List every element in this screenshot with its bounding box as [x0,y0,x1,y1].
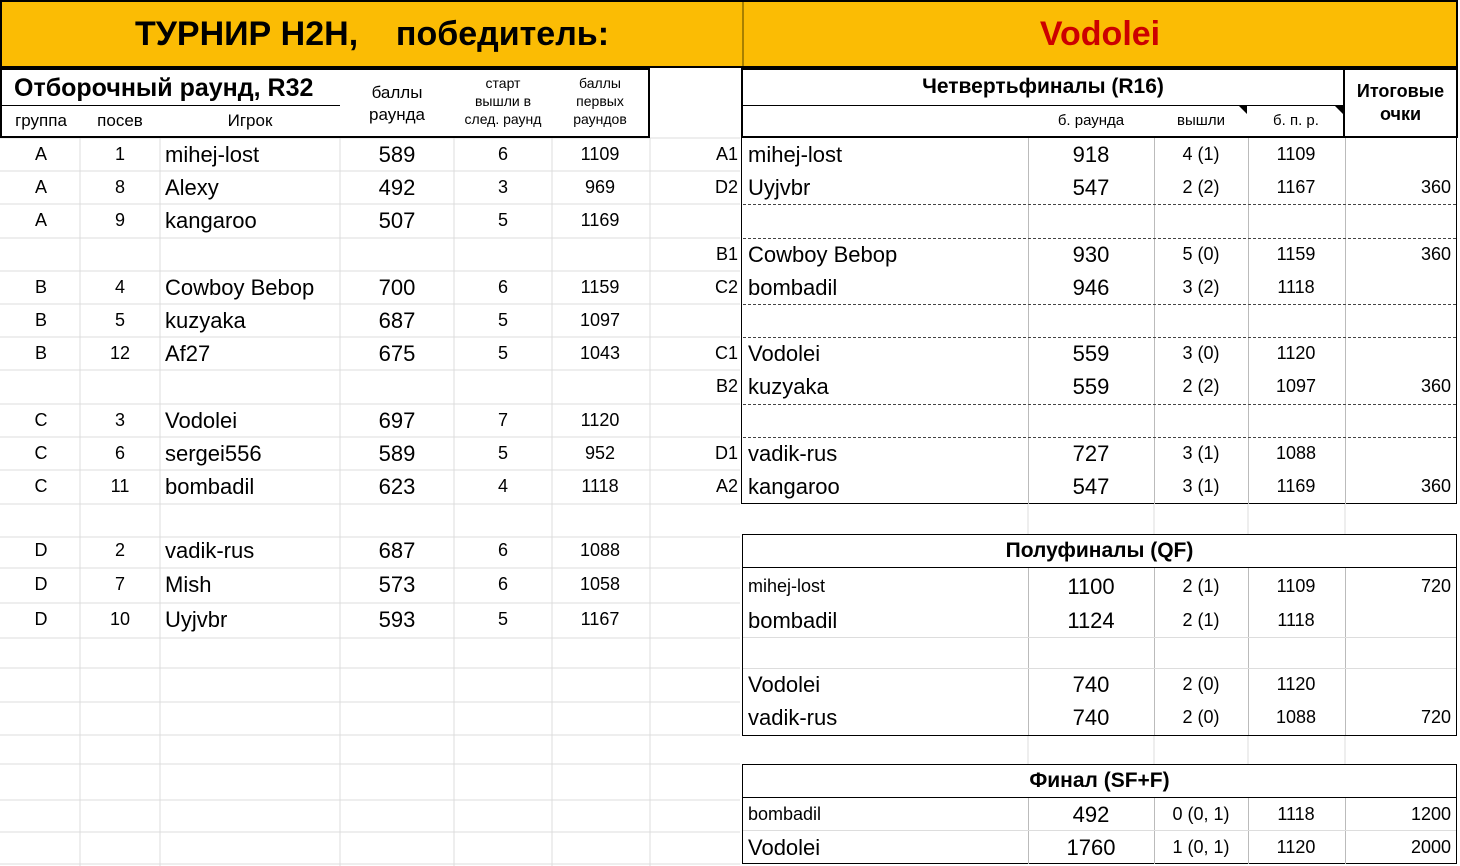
semifinals-title-rule [742,567,1457,568]
final-points: 720 [1420,707,1451,727]
first-round-points: 1118 [581,476,619,496]
round-points: 918 [1072,142,1110,167]
first-round-points: 969 [584,177,616,197]
advanced-count: 2 (2) [1182,177,1220,197]
first-round-points [552,370,648,403]
sf-pair-separator [743,637,1456,638]
player-name: kangaroo [748,474,840,499]
qualifying-header-rule [0,105,340,106]
player-name: Af27 [165,341,211,366]
player-name: mihej-lost [748,142,843,167]
seed-cell: 6 [114,443,125,463]
round-points: 946 [1072,275,1110,300]
first-round-points: 1109 [1276,144,1316,164]
bracket-code: C2 [714,277,738,297]
round-points: 589 [378,142,416,167]
advanced-count: 6 [497,144,508,164]
advanced-count [454,238,552,271]
bracket-code: B1 [715,244,738,264]
player-name [165,238,340,271]
player-name: sergei556 [165,441,262,466]
final-points: 360 [1420,376,1451,396]
advanced-count: 3 (0) [1182,343,1220,363]
advanced-count: 5 [497,343,508,363]
first-round-points: 1088 [1275,707,1317,727]
seed-cell: 4 [114,277,125,297]
advanced-count: 5 (0) [1182,244,1220,264]
first-round-points: 1167 [580,609,620,629]
round-points: 930 [1072,242,1110,267]
round-points: 573 [378,572,416,597]
seed-cell: 7 [114,574,125,594]
bracket-code: A1 [715,144,738,164]
player-name: Uyjvbr [165,607,228,632]
first-round-points: 1058 [579,574,621,594]
advanced-count: 2 (1) [1182,576,1220,596]
advanced-count: 5 [497,443,508,463]
advanced-count: 2 (0) [1182,674,1220,694]
advanced-count: 2 (2) [1182,376,1220,396]
player-name: Vodolei [748,835,821,860]
advanced-count [454,504,552,537]
player-name: kuzyaka [165,308,246,333]
qf-pair-separator [743,304,1456,305]
player-name: Vodolei [748,341,821,366]
final-points [1346,138,1451,171]
seed-cell: 9 [114,210,125,230]
final-points [1346,437,1451,470]
header-qf-first-pts: б. п. р. [1273,112,1319,129]
header-first-round-points: баллы первых раундов [573,75,627,127]
first-round-points: 1159 [1276,244,1316,264]
bracket-code: D1 [714,443,738,463]
first-round-points [552,504,648,537]
round-points: 492 [1072,802,1110,827]
advanced-count: 3 (1) [1182,443,1220,463]
final-points [1346,604,1451,637]
header-qf-advanced: вышли [1177,112,1225,129]
seed-cell: 5 [114,310,125,330]
seed-cell: 3 [114,410,125,430]
seed-cell [80,504,160,537]
player-name: vadik-rus [748,441,838,466]
round-points: 559 [1072,374,1110,399]
first-round-points: 1088 [1275,443,1317,463]
round-points: 727 [1072,441,1110,466]
group-cell: A [34,210,47,230]
advanced-count [454,370,552,403]
final-points: 360 [1420,177,1451,197]
first-round-points: 1118 [1277,277,1315,297]
advanced-count: 4 (1) [1182,144,1220,164]
round-points: 593 [378,607,416,632]
advanced-count: 2 (1) [1182,610,1220,630]
tournament-banner [0,0,1458,68]
first-round-points: 1109 [1276,576,1316,596]
round-points: 1100 [1067,574,1115,599]
bracket-code: D2 [714,177,738,197]
round-points: 700 [378,275,416,300]
final-points-header: Итоговые очки [1356,81,1445,124]
seed-cell: 8 [114,177,125,197]
round-points: 1124 [1067,608,1115,633]
player-name: vadik-rus [748,705,838,730]
seed-cell: 12 [109,343,131,363]
group-cell: B [34,277,47,297]
filter-marker-icon [1335,106,1343,114]
player-name: mihej-lost [165,142,260,167]
seed-cell [80,370,160,403]
first-round-points: 1118 [1277,610,1315,630]
player-name: mihej-lost [748,576,826,596]
first-round-points: 1120 [1276,343,1316,363]
player-name: kangaroo [165,208,257,233]
player-name: Cowboy Bebop [165,275,315,300]
qf-bottom-border [741,503,1457,504]
advanced-count: 5 [497,609,508,629]
first-round-points: 1043 [579,343,621,363]
final-title: Финал (SF+F) [1029,769,1170,792]
round-points [340,238,454,271]
player-name: kuzyaka [748,374,829,399]
first-round-points: 1118 [1277,804,1315,824]
first-round-points: 1169 [580,210,620,230]
qf-header-rule [743,105,1343,106]
group-cell: B [34,343,47,363]
round-points [340,370,454,403]
seed-cell: 1 [114,144,125,164]
first-round-points: 1097 [579,310,621,330]
seed-cell: 2 [114,540,125,560]
round-points: 687 [378,308,416,333]
qualifying-title: Отборочный раунд, R32 [14,74,314,102]
header-group: группа [15,111,67,130]
round-points: 492 [378,175,416,200]
player-name: Uyjvbr [748,175,811,200]
banner-title: ТУРНИР H2H, победитель: [134,14,610,53]
bracket-code: A2 [715,476,738,496]
final-points: 1200 [1410,804,1451,824]
final-points [1346,337,1451,370]
player-name: Mish [165,572,212,597]
qf-left-border [741,138,742,504]
round-points: 675 [378,341,416,366]
round-points: 687 [378,538,416,563]
filter-marker-icon [1239,106,1247,114]
advanced-count: 7 [497,410,508,430]
final-points: 720 [1420,576,1451,596]
final-points: 2000 [1410,837,1451,857]
group-cell: B [34,310,47,330]
round-points: 740 [1072,672,1110,697]
advanced-count: 6 [497,574,508,594]
round-points: 697 [378,408,416,433]
advanced-count: 5 [497,310,508,330]
first-round-points: 952 [584,443,616,463]
round-points: 623 [378,474,416,499]
round-points: 547 [1072,474,1110,499]
player-name [165,370,340,403]
first-round-points: 1088 [579,540,621,560]
first-round-points: 1109 [580,144,620,164]
group-cell: A [34,177,47,197]
header-start-advanced: старт вышли в след. раунд [464,75,542,127]
advanced-count: 6 [497,540,508,560]
advanced-count: 3 (1) [1182,476,1220,496]
round-points: 589 [378,441,416,466]
seed-cell: 11 [110,476,130,496]
first-round-points: 1120 [1276,837,1316,857]
round-points [340,504,454,537]
player-name: Alexy [165,175,219,200]
player-name: Cowboy Bebop [748,242,898,267]
round-points: 547 [1072,175,1110,200]
advanced-count: 4 [497,476,508,496]
player-name: Vodolei [165,408,238,433]
round-points: 1760 [1066,835,1116,860]
round-points: 740 [1072,705,1110,730]
quarterfinals-title: Четвертьфиналы (R16) [922,75,1164,98]
advanced-count: 6 [497,277,508,297]
group-cell: A [34,144,47,164]
player-name: bombadil [748,804,822,824]
advanced-count: 5 [497,210,508,230]
group-cell: C [34,410,48,430]
group-cell: C [34,443,48,463]
player-name: bombadil [748,608,838,633]
advanced-count: 3 (2) [1182,277,1220,297]
group-cell: D [34,574,48,594]
group-cell [2,370,80,403]
advanced-count: 0 (0, 1) [1172,804,1230,824]
round-points: 507 [378,208,416,233]
bracket-code: B2 [715,376,738,396]
first-round-points [552,238,648,271]
seed-cell: 10 [109,609,131,629]
player-name: vadik-rus [165,538,255,563]
first-round-points: 1097 [1275,376,1317,396]
seed-cell [80,238,160,271]
advanced-count: 1 (0, 1) [1172,837,1230,857]
player-name [165,504,340,537]
header-seed: посев [97,111,143,130]
winner-name: Vodolei [1039,14,1161,53]
first-round-points: 1120 [580,410,620,430]
header-player: Игрок [227,111,273,130]
group-cell: C [34,476,48,496]
first-round-points: 1167 [1276,177,1316,197]
header-qf-round-pts: б. раунда [1057,112,1125,129]
player-name: Vodolei [748,672,821,697]
qf-right-border [1456,138,1457,504]
qf-pair-separator [743,404,1456,405]
final-points [1346,668,1451,701]
round-points: 559 [1072,341,1110,366]
group-cell [2,504,80,537]
final-points [1346,271,1451,304]
qf-pair-separator [743,204,1456,205]
bracket-code: C1 [714,343,738,363]
player-name: bombadil [165,474,255,499]
first-round-points: 1120 [1276,674,1316,694]
group-cell: D [34,540,48,560]
final-points: 360 [1420,476,1451,496]
first-round-points: 1159 [580,277,620,297]
semifinals-title: Полуфиналы (QF) [1005,539,1194,562]
advanced-count: 3 [497,177,508,197]
group-cell: D [34,609,48,629]
player-name: bombadil [748,275,838,300]
advanced-count: 2 (0) [1182,707,1220,727]
final-points: 360 [1420,244,1451,264]
group-cell [2,238,80,271]
header-round-points: баллы раунда [369,83,425,124]
first-round-points: 1169 [1276,476,1316,496]
